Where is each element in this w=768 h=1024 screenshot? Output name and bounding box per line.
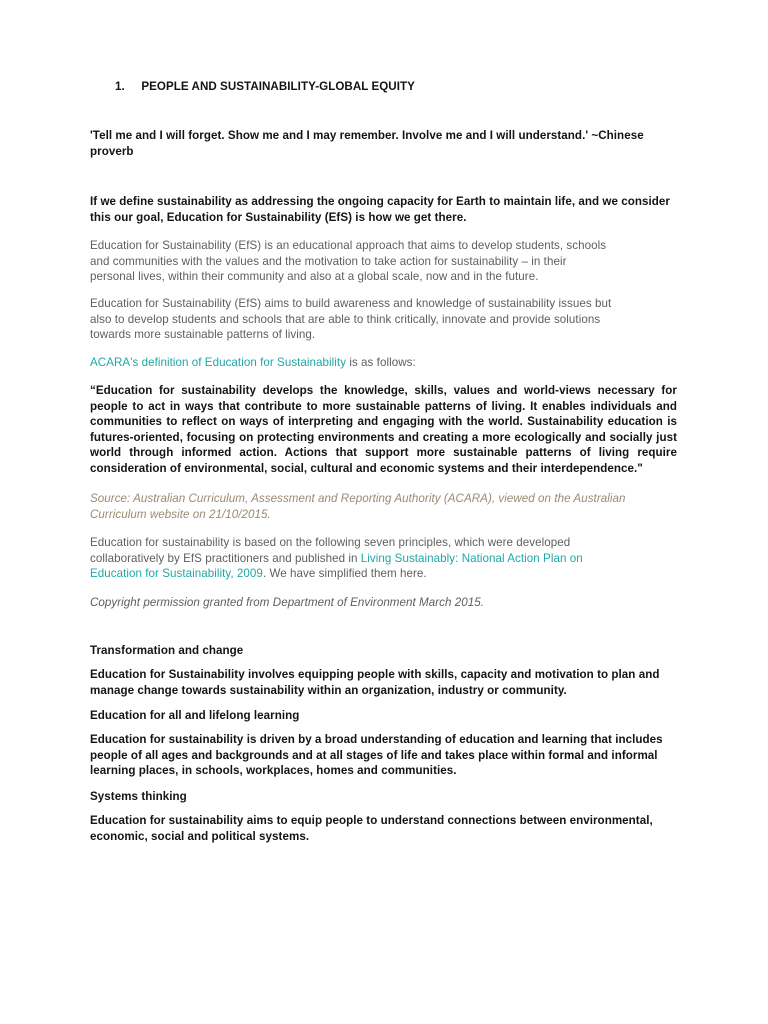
chinese-proverb-quote [90,128,690,159]
lifelong-learning-heading: Education for all and lifelong learning [90,709,300,722]
definition-line: communities to reflect on ways of interpreting and engaging with the world. Sustainability education is [90,415,677,429]
source-line: Curriculum website on 21/10/2015. [90,507,271,521]
acara-intro-text: is as follows: [346,356,416,369]
transformation-heading: Transformation and change [90,644,244,657]
principles-line [90,566,690,582]
paragraph-line: also to develop students and schools that are able to think critically, innovate and provide solutions [90,312,601,326]
definition-line: “Education for sustainability develops the knowledge, skills, values and world-views necessary for [90,384,677,397]
principles-line [90,551,690,567]
principles-paragraph [90,535,690,582]
section-line: economic, social and political systems. [90,829,310,843]
definition-line: world through informed action. Actions that support more sustainable patterns of living require [90,446,677,460]
principles-text: collaboratively by EfS practitioners and published in [90,551,361,565]
definition-line: futures-oriented, focusing on protecting environments and creating a more ecologically and socially just [90,430,677,444]
acara-definition-link[interactable]: ACARA's definition of Education for Sustainability [90,356,347,369]
definition-line: consideration of environmental, social, cultural and economic systems and their interdependence." [90,461,643,475]
intro-paragraph [90,194,690,225]
systems-thinking-heading: Systems thinking [90,790,187,803]
definition-line: people to act in ways that contribute to more sustainable patterns of living. It enables individuals and [90,399,677,413]
heading-number: 1. [115,80,125,93]
section-body [90,667,690,698]
efs-aims-paragraph [90,296,690,343]
acara-intro [90,355,690,371]
section-title [90,789,690,805]
section-heading [115,79,715,95]
section-line: people of all ages and backgrounds and at all stages of life and takes place within formal and informal [90,748,658,762]
section-line: Education for sustainability is driven by a broad understanding of education and learning that includes [90,733,663,746]
efs-description-paragraph [90,238,690,285]
section-body [90,732,690,779]
living-sustainably-link-continued[interactable]: Education for Sustainability, 2009 [90,567,263,581]
section-line: Education for sustainability aims to equip people to understand connections between environmental, [90,814,653,827]
source-citation [90,491,690,522]
section-line: learning places, in schools, workplaces, homes and communities. [90,764,457,778]
section-body [90,813,690,844]
intro-line: this our goal, Education for Sustainability (EfS) is how we get there. [90,210,467,224]
paragraph-line: Education for Sustainability (EfS) aims to build awareness and knowledge of sustainability issues but [90,297,612,310]
paragraph-line: towards more sustainable patterns of living. [90,328,316,342]
paragraph-line: and communities with the values and the motivation to take action for sustainability – in their [90,254,567,268]
source-line: Source: Australian Curriculum, Assessment and Reporting Authority (ACARA), viewed on the Australian [90,492,626,505]
living-sustainably-link[interactable]: Living Sustainably: National Action Plan on [360,551,583,565]
section-title [90,643,690,659]
copyright-note [90,595,690,611]
section-line: Education for Sustainability involves equipping people with skills, capacity and motivation to plan and [90,668,660,681]
quote-line: proverb [90,144,134,158]
section-line: manage change towards sustainability within an organization, industry or community. [90,683,567,697]
quote-line: 'Tell me and I will forget. Show me and I may remember. Involve me and I will understand.' ~Chinese [90,129,644,142]
principles-text: . We have simplified them here. [262,567,427,581]
paragraph-line: personal lives, within their community and also at a global scale, now and in the future. [90,270,539,284]
heading-title: PEOPLE AND SUSTAINABILITY-GLOBAL EQUITY [141,80,415,93]
section-title [90,708,690,724]
principles-line: Education for sustainability is based on the following seven principles, which were developed [90,536,571,549]
intro-line: If we define sustainability as addressing the ongoing capacity for Earth to maintain life, and we consider [90,195,670,208]
acara-definition-quote [90,383,677,477]
copyright-text: Copyright permission granted from Department of Environment March 2015. [90,596,485,609]
paragraph-line: Education for Sustainability (EfS) is an educational approach that aims to develop students, schools [90,239,607,252]
